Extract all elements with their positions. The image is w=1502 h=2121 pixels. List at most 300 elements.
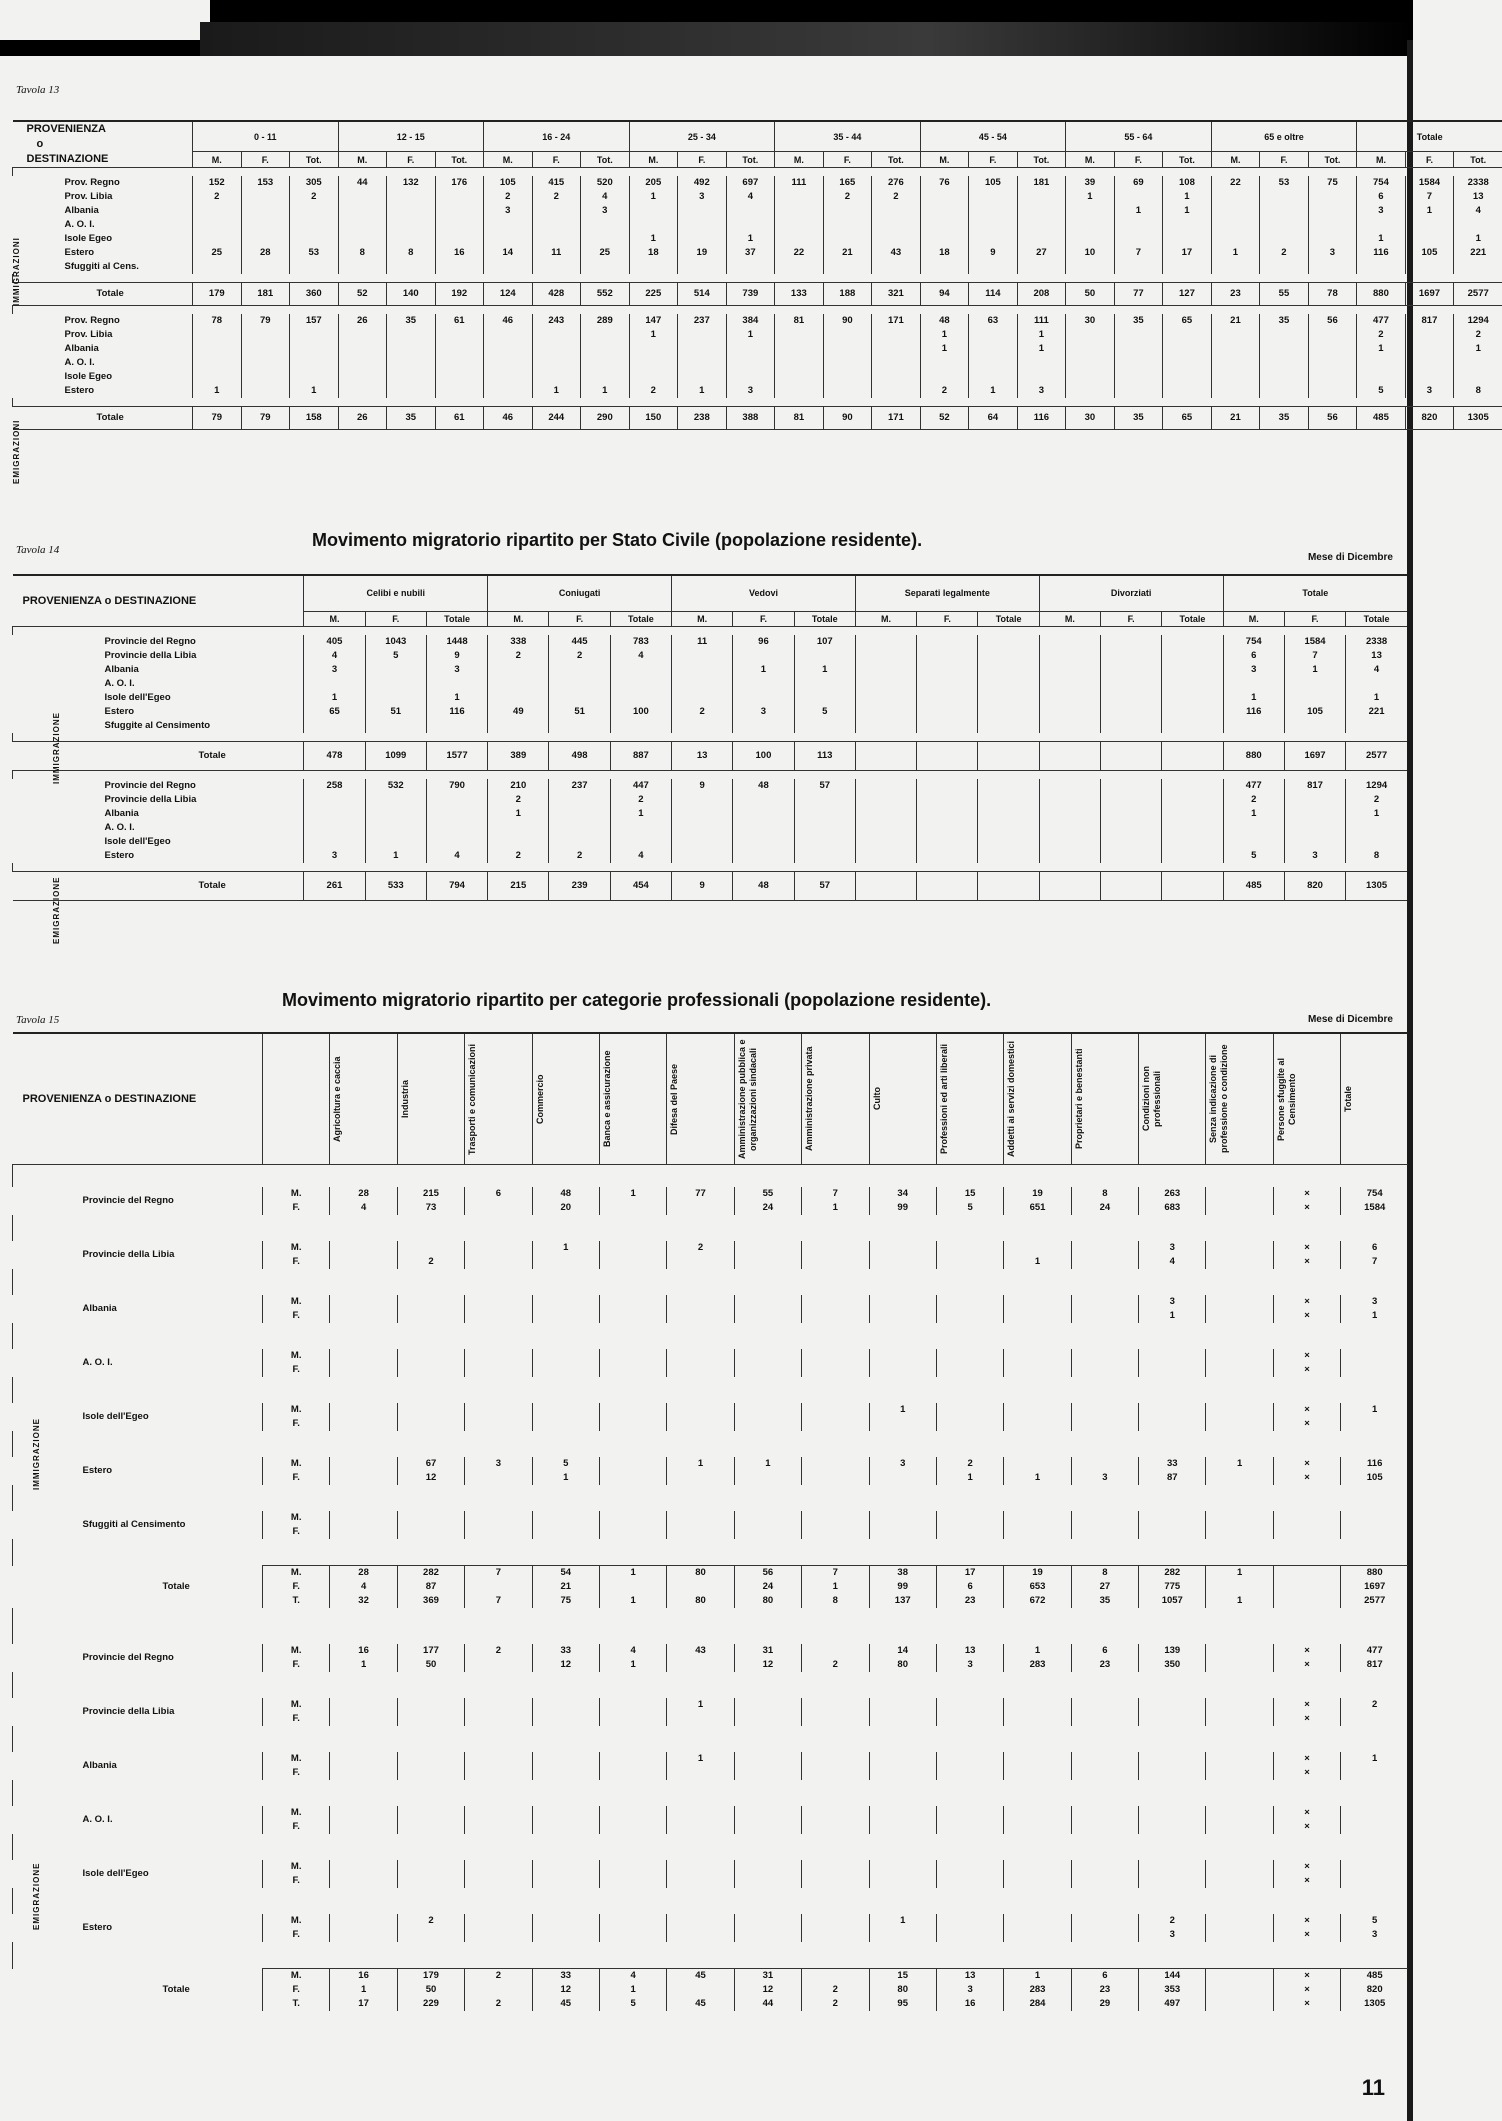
t13-total-label: Totale	[13, 407, 193, 430]
t13-cell	[1357, 370, 1406, 384]
t13-row-label: Prov. Libia	[64, 329, 113, 340]
t14-row-label: Estero	[104, 706, 135, 717]
t15-col-header-text: Proprietari e benestanti	[1073, 1048, 1084, 1150]
t14-cell	[1346, 677, 1407, 691]
t13-total-cell: 820	[1405, 407, 1454, 430]
t13-total-cell: 90	[823, 407, 872, 430]
t13-cell: 1	[1211, 246, 1260, 260]
t15-cell	[1139, 1511, 1206, 1525]
t15-cell: 284	[1004, 1997, 1071, 2011]
t14-cell	[978, 635, 1039, 649]
t15-cell	[599, 1309, 666, 1323]
t15-cell: 15	[936, 1187, 1003, 1201]
t14-cell	[733, 821, 794, 835]
t15-cell	[465, 1752, 532, 1766]
t13-cell: 81	[775, 314, 824, 328]
t14-cell	[794, 719, 855, 733]
t15-cell: ×	[1273, 1295, 1340, 1309]
t14-total-cell	[1101, 742, 1162, 771]
t15-cell	[1139, 1874, 1206, 1888]
t13-cell	[1066, 370, 1115, 384]
t15-cell: 754	[1341, 1187, 1408, 1201]
t15-col-header	[1341, 1033, 1408, 1165]
t15-cell	[936, 1295, 1003, 1309]
t14-cell	[1101, 635, 1162, 649]
t15-cell: 1	[1206, 1594, 1273, 1608]
t13-cell	[1163, 232, 1212, 246]
t13-cell	[435, 260, 484, 274]
t15-cell	[599, 1712, 666, 1726]
t14-total-cell: 389	[488, 742, 549, 771]
t15-cell: 13	[936, 1969, 1003, 1984]
t15-row	[13, 1295, 1409, 1309]
t14-cell	[549, 677, 610, 691]
t14-sub-header: F.	[1101, 611, 1162, 626]
t13-cell: 153	[241, 176, 290, 190]
t14-cell	[549, 835, 610, 849]
t13-cell	[920, 260, 969, 274]
t15-cell	[869, 1309, 936, 1323]
t15-cell: 12	[397, 1471, 464, 1485]
t13-spacer-cell	[13, 306, 1502, 315]
t15-cell	[1071, 1417, 1138, 1431]
t15-cell	[330, 1403, 397, 1417]
t14-spacer-cell	[13, 733, 1408, 742]
t13-cell	[726, 370, 775, 384]
t13-row-label: Estero	[64, 385, 95, 396]
t13-sub-header: Tot.	[435, 152, 484, 168]
t15-spacer	[13, 1269, 1409, 1295]
t15-cell: 7	[465, 1594, 532, 1608]
t15-cell: 1	[330, 1658, 397, 1672]
t13-cell: 289	[581, 314, 630, 328]
t13-cell	[387, 384, 436, 398]
t14-cell	[855, 649, 916, 663]
t13-total-cell: 321	[872, 283, 921, 306]
t15-spacer-cell	[13, 1323, 1409, 1349]
t13-cell: 17	[1163, 246, 1212, 260]
t15-cell: 23	[1071, 1983, 1138, 1997]
t13-cell: 1	[629, 232, 678, 246]
t13-row	[13, 232, 1502, 246]
t14-cell	[794, 691, 855, 705]
t13-cell: 3	[1357, 204, 1406, 218]
t15-cell: 177	[397, 1644, 464, 1658]
t15-cell: 282	[397, 1566, 464, 1581]
t15-cell	[667, 1403, 734, 1417]
t15-spacer-cell	[13, 1165, 1409, 1188]
t13-cell	[823, 204, 872, 218]
t13-cell: 1	[1017, 342, 1066, 356]
t15-cell: 1584	[1341, 1201, 1408, 1215]
t13-cell: 108	[1163, 176, 1212, 190]
t14-total-cell: 880	[1223, 742, 1284, 771]
t13-cell	[1114, 260, 1163, 274]
t13-cell: 90	[823, 314, 872, 328]
t15-row-label: Provincie della Libia	[82, 1249, 175, 1260]
t15-cell	[1071, 1457, 1138, 1471]
t15-cell: 34	[869, 1187, 936, 1201]
t15-cell	[1206, 1295, 1273, 1309]
t14-cell: 1	[1346, 807, 1407, 821]
t15-col-header	[1206, 1033, 1273, 1165]
t13-cell	[1260, 204, 1309, 218]
t15-cell	[1071, 1349, 1138, 1363]
t15-cell: 4	[599, 1969, 666, 1984]
t14-cell	[1039, 849, 1100, 863]
t15-cell	[1206, 1201, 1273, 1215]
t13-cell: 11	[532, 246, 581, 260]
t15-cell: ×	[1273, 1860, 1340, 1874]
t13-cell	[1114, 218, 1163, 232]
t14-cell	[1346, 719, 1407, 733]
t15-cell: 2	[465, 1969, 532, 1984]
t15-col-header	[802, 1033, 869, 1165]
t13-cell	[1260, 218, 1309, 232]
t14-cell: 13	[1346, 649, 1407, 663]
t15-cell	[397, 1806, 464, 1820]
t13-cell	[387, 218, 436, 232]
t15-cell	[1139, 1820, 1206, 1834]
t15-cell: 1	[1206, 1566, 1273, 1581]
t15-total-label: Totale	[162, 1580, 190, 1592]
t14-cell	[794, 793, 855, 807]
t15-cell	[936, 1349, 1003, 1363]
t15-cell: 87	[397, 1580, 464, 1594]
t15-cell	[734, 1752, 801, 1766]
t14-col-header: Coniugati	[488, 575, 672, 611]
t15-cell	[1341, 1766, 1408, 1780]
t15-cell: 3	[1139, 1295, 1206, 1309]
t15-cell: ×	[1273, 1820, 1340, 1834]
t15-cell: 2	[397, 1914, 464, 1928]
t15-col-header-text: Difesa del Paese	[669, 1063, 680, 1135]
t15-cell	[734, 1363, 801, 1377]
t14-row	[13, 677, 1408, 691]
t15-col-header	[532, 1033, 599, 1165]
t15-cell	[734, 1241, 801, 1255]
t15-col-header	[1004, 1033, 1071, 1165]
t15-cell: ×	[1273, 1201, 1340, 1215]
t13-cell	[1405, 260, 1454, 274]
t15-row	[13, 1914, 1409, 1928]
t13-cell	[1454, 260, 1502, 274]
t13-cell: 1	[1114, 204, 1163, 218]
t15-cell	[599, 1363, 666, 1377]
t13-cell: 76	[920, 176, 969, 190]
t15-cell: 16	[330, 1969, 397, 1984]
t13-cell: 1	[193, 384, 242, 398]
t13-cell	[532, 328, 581, 342]
t14-sub-header: M.	[1039, 611, 1100, 626]
t15-cell	[330, 1255, 397, 1269]
t14-cell	[917, 779, 978, 793]
t14-cell: 2338	[1346, 635, 1407, 649]
t15-cell	[667, 1983, 734, 1997]
t14-cell: 11	[672, 635, 733, 649]
t15-cell: 2	[936, 1457, 1003, 1471]
t14-row	[13, 807, 1408, 821]
t14-cell: 116	[426, 705, 487, 719]
t15-spacer	[13, 1888, 1409, 1914]
t13-cell	[1308, 370, 1357, 384]
t14-cell	[1101, 793, 1162, 807]
t15-cell: 283	[1004, 1983, 1071, 1997]
t13-cell	[290, 342, 339, 356]
t15-cell: 24	[734, 1580, 801, 1594]
t14-cell	[978, 677, 1039, 691]
t13-age-header: 65 e oltre	[1211, 121, 1357, 152]
t13-cell	[532, 204, 581, 218]
t13-cell: 3	[726, 384, 775, 398]
t15-cell	[1341, 1525, 1408, 1539]
t14-cell	[672, 821, 733, 835]
t15-cell: 3	[936, 1983, 1003, 1997]
t15-cell	[1004, 1403, 1071, 1417]
t15-cell	[465, 1349, 532, 1363]
t15-cell	[330, 1363, 397, 1377]
t13-cell	[484, 260, 533, 274]
t15-cell: 16	[936, 1997, 1003, 2011]
t14-cell	[426, 677, 487, 691]
t14-cell	[672, 807, 733, 821]
t13-cell	[1163, 384, 1212, 398]
t13-head-o: o	[36, 138, 44, 150]
t13-cell	[872, 356, 921, 370]
t13-cell: 56	[1308, 314, 1357, 328]
t14-cell: 1	[365, 849, 426, 863]
t13-cell	[726, 356, 775, 370]
t13-total-cell: 55	[1260, 283, 1309, 306]
t14-cell	[733, 793, 794, 807]
t13-cell: 111	[1017, 314, 1066, 328]
t15-cell	[667, 1806, 734, 1820]
t15-row	[13, 1241, 1409, 1255]
t15-cell: 1	[802, 1580, 869, 1594]
t14-total-cell: 485	[1223, 872, 1284, 901]
t13-cell: 44	[338, 176, 387, 190]
t14-cell	[1039, 793, 1100, 807]
t13-cell	[193, 218, 242, 232]
t14-total-cell	[1162, 872, 1223, 901]
t13-age-header: Totale	[1357, 121, 1502, 152]
t13-cell: 35	[1260, 314, 1309, 328]
t15-cell: 50	[397, 1983, 464, 1997]
t15-sex-label: F.	[263, 1363, 330, 1377]
t15-cell	[869, 1295, 936, 1309]
t15-cell	[1206, 1698, 1273, 1712]
t14-cell	[426, 835, 487, 849]
t13-row-label: Prov. Regno	[64, 315, 120, 326]
t13-total-cell: 114	[969, 283, 1018, 306]
t13-spacer-cell	[13, 274, 1502, 283]
t13-row	[13, 370, 1502, 384]
t14-cell	[794, 835, 855, 849]
t14-row	[13, 779, 1408, 793]
t14-cell	[304, 677, 365, 691]
t14-sub-header: Totale	[1346, 611, 1407, 626]
t14-cell	[1162, 677, 1223, 691]
t14-cell	[917, 807, 978, 821]
t14-group-imm: IMMIGRAZIONE	[52, 712, 61, 784]
t15-cell: 55	[734, 1187, 801, 1201]
t13-cell	[241, 384, 290, 398]
t15-cell: 672	[1004, 1594, 1071, 1608]
t13-cell: 3	[581, 204, 630, 218]
t14-cell	[426, 821, 487, 835]
t13-cell	[581, 356, 630, 370]
t15-cell	[734, 1698, 801, 1712]
t13-cell	[581, 218, 630, 232]
t13-cell	[1066, 232, 1115, 246]
t15-cell	[1206, 1983, 1273, 1997]
t15-cell	[1071, 1403, 1138, 1417]
t13-cell	[1017, 218, 1066, 232]
t13-total-cell: 133	[775, 283, 824, 306]
t13-cell	[775, 342, 824, 356]
t14-cell: 2	[610, 793, 671, 807]
t14-total-cell	[1162, 742, 1223, 771]
t15-sex-label: F.	[263, 1471, 330, 1485]
t14-cell	[610, 821, 671, 835]
t15-cell	[532, 1403, 599, 1417]
t13-sub-header: M.	[484, 152, 533, 168]
t15-cell: 105	[1341, 1471, 1408, 1485]
t13-cell: 1	[678, 384, 727, 398]
t14-total-row	[13, 742, 1408, 771]
t13-cell	[1308, 342, 1357, 356]
t15-cell: 3	[1139, 1241, 1206, 1255]
t15-cell	[1004, 1752, 1071, 1766]
t13-cell	[1163, 328, 1212, 342]
t13-cell	[581, 342, 630, 356]
t15-cell: 6	[1071, 1969, 1138, 1984]
t13-total-cell: 26	[338, 407, 387, 430]
t14-cell: 1	[794, 663, 855, 677]
t14-cell	[1162, 821, 1223, 835]
t13-cell	[1308, 190, 1357, 204]
t14-row	[13, 835, 1408, 849]
t13-cell	[387, 190, 436, 204]
t15-total-row	[13, 1566, 1409, 1581]
t14-cell	[610, 835, 671, 849]
t15-cell	[532, 1525, 599, 1539]
t15-cell	[532, 1752, 599, 1766]
t14-cell	[549, 807, 610, 821]
t13-total-cell: 23	[1211, 283, 1260, 306]
t15-sex-label: M.	[263, 1403, 330, 1417]
t15-cell	[936, 1860, 1003, 1874]
t15-cell	[1139, 1363, 1206, 1377]
t14-total-cell: 1305	[1346, 872, 1407, 901]
t13-cell	[629, 260, 678, 274]
t15-row-label: Isole dell'Egeo	[82, 1411, 149, 1422]
t15-cell: 80	[734, 1594, 801, 1608]
t15-col-header-text: Professioni ed arti liberali	[938, 1043, 949, 1155]
t13-cell	[435, 190, 484, 204]
t13-total-label: Totale	[13, 283, 193, 306]
t14-cell: 4	[1346, 663, 1407, 677]
t15-col-header-text: Amministrazione privata	[804, 1046, 815, 1152]
t15-cell	[734, 1712, 801, 1726]
t13-row-label: Isole Egeo	[64, 233, 113, 244]
t15-cell	[1071, 1820, 1138, 1834]
t15-cell: 6	[936, 1580, 1003, 1594]
t15-cell: 139	[1139, 1644, 1206, 1658]
t15-cell	[1341, 1417, 1408, 1431]
t15-cell: 2	[802, 1997, 869, 2011]
t14-cell: 3	[304, 849, 365, 863]
t14-cell: 3	[733, 705, 794, 719]
t15-cell	[1273, 1525, 1340, 1539]
t13-group-emi: EMIGRAZIONI	[12, 419, 21, 484]
t15-cell: 2	[1139, 1914, 1206, 1928]
t15-row	[13, 1511, 1409, 1525]
t13-cell: 2	[532, 190, 581, 204]
t13-total-cell: 171	[872, 407, 921, 430]
t14-cell	[1101, 807, 1162, 821]
t15-cell	[1341, 1874, 1408, 1888]
t14-cell: 105	[1284, 705, 1345, 719]
t14-cell: 2	[488, 793, 549, 807]
t13-cell: 3	[678, 190, 727, 204]
t15-cell	[936, 1363, 1003, 1377]
t14-cell	[1162, 779, 1223, 793]
t14-col-header: Vedovi	[672, 575, 856, 611]
t15-spacer	[13, 1215, 1409, 1241]
t15-cell	[532, 1295, 599, 1309]
t15-cell: 31	[734, 1969, 801, 1984]
t15-cell	[397, 1766, 464, 1780]
t13-total-cell: 77	[1114, 283, 1163, 306]
t15-row-label: Albania	[82, 1760, 117, 1771]
t15-cell: 6	[465, 1187, 532, 1201]
t15-cell	[802, 1471, 869, 1485]
t15-cell	[936, 1698, 1003, 1712]
t15-cell: 1	[936, 1471, 1003, 1485]
t15-cell	[330, 1874, 397, 1888]
t14-cell: 817	[1284, 779, 1345, 793]
t15-cell	[1071, 1363, 1138, 1377]
t15-cell	[599, 1471, 666, 1485]
t14-row-label: Albania	[104, 808, 139, 819]
t15-cell	[465, 1363, 532, 1377]
t15-spacer-cell	[13, 1215, 1409, 1241]
table-14	[12, 574, 1407, 901]
t15-cell: ×	[1273, 1187, 1340, 1201]
t14-cell	[365, 821, 426, 835]
t13-cell: 2	[290, 190, 339, 204]
t14-cell: 116	[1223, 705, 1284, 719]
t15-cell	[397, 1417, 464, 1431]
t14-cell: 4	[610, 849, 671, 863]
t13-cell: 39	[1066, 176, 1115, 190]
t13-row-label: Albania	[64, 205, 99, 216]
t15-cell	[734, 1349, 801, 1363]
t14-cell: 96	[733, 635, 794, 649]
t14-cell: 107	[794, 635, 855, 649]
table-13-section	[12, 84, 1489, 504]
t13-cell	[290, 232, 339, 246]
t14-total-cell: 887	[610, 742, 671, 771]
t15-sex-label: M.	[263, 1860, 330, 1874]
t15-cell	[1206, 1860, 1273, 1874]
t14-cell: 2	[1223, 793, 1284, 807]
t13-cell	[823, 342, 872, 356]
t14-cell	[488, 821, 549, 835]
table-14-title: Movimento migratorio ripartito per Stato Civile (popolazione residente).	[312, 530, 923, 550]
t13-cell: 305	[290, 176, 339, 190]
